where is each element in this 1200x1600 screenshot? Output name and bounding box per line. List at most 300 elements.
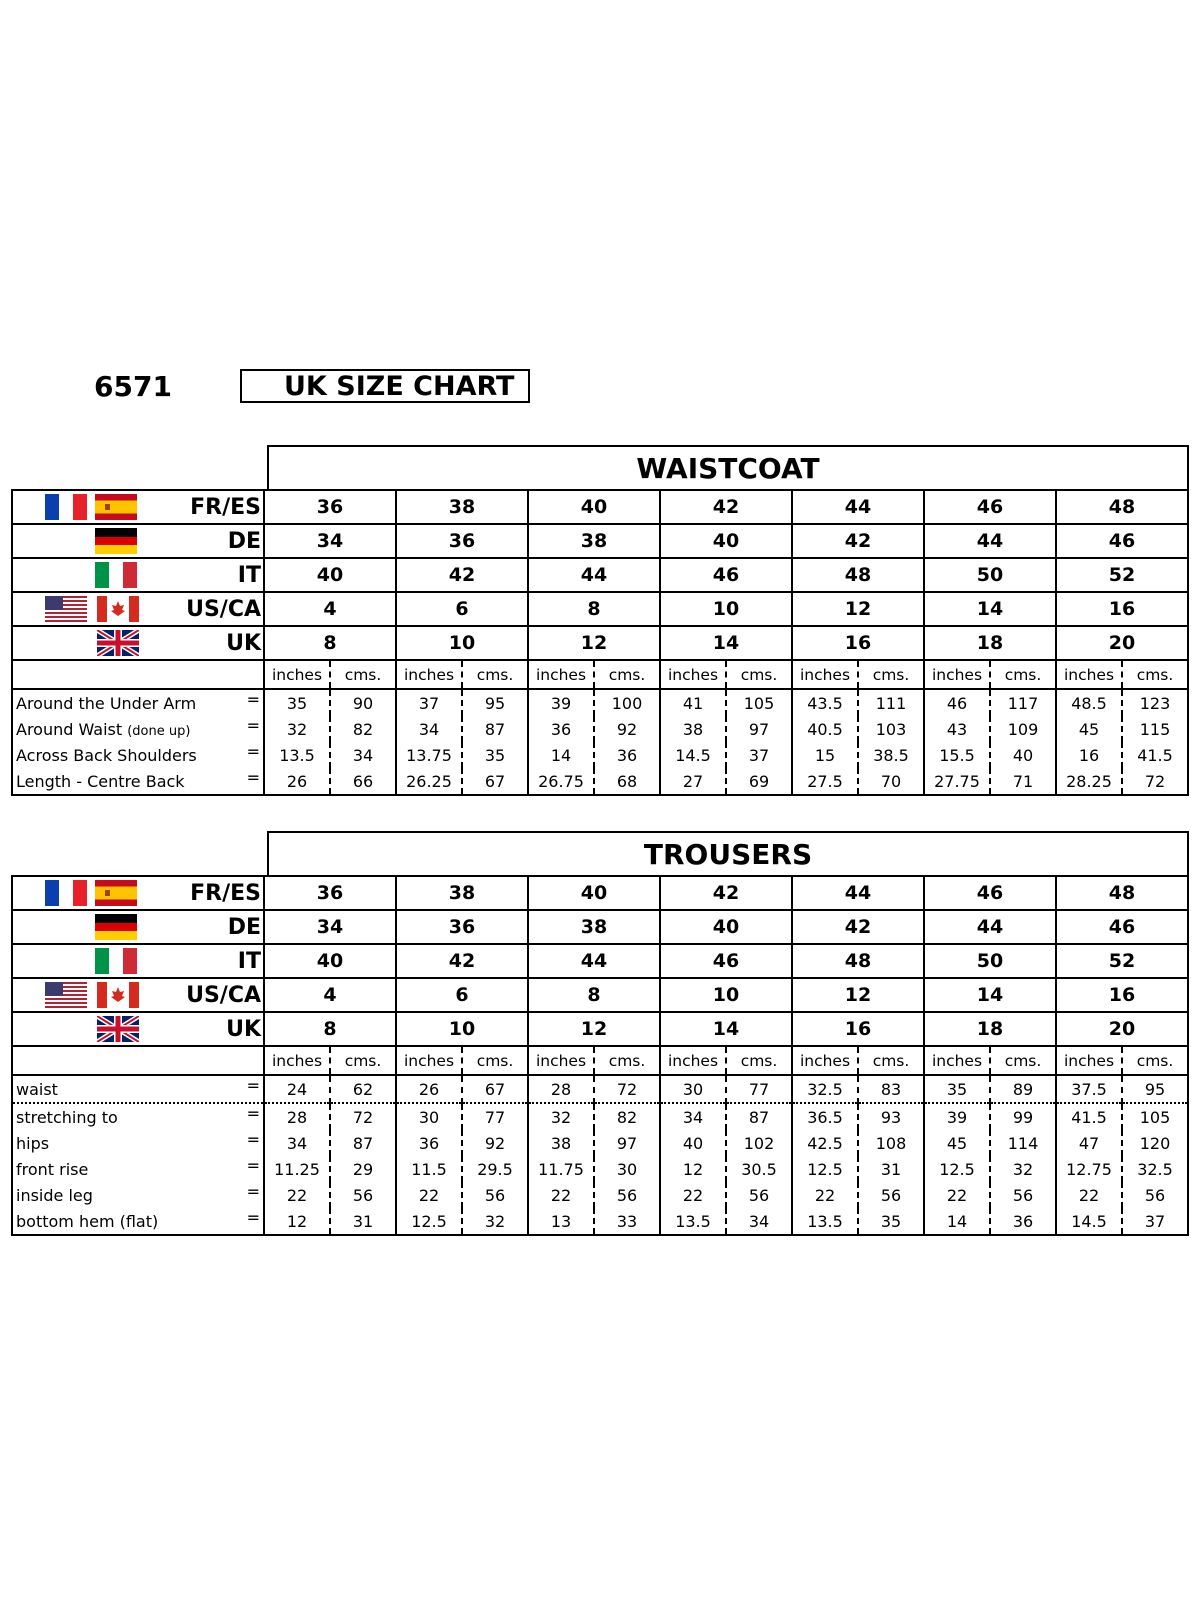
cms-value: 36 (594, 742, 660, 768)
italy-flag-icon (95, 948, 137, 974)
size-value: 48 (792, 944, 924, 978)
cms-value: 69 (726, 768, 792, 795)
equals-sign: = (246, 1182, 260, 1201)
flag-group (13, 596, 143, 622)
measurement-row (12, 1156, 1188, 1182)
size-value: 18 (924, 1012, 1056, 1046)
country-label: UK (226, 1016, 261, 1042)
inches-value: 26 (264, 768, 330, 795)
inches-unit-label: inches (792, 661, 858, 689)
size-value: 34 (264, 910, 396, 944)
size-value: 18 (924, 626, 1056, 660)
size-conversion-row (12, 876, 1188, 910)
equals-sign: = (246, 716, 260, 735)
cms-value: 92 (462, 1130, 528, 1156)
cms-value: 41.5 (1122, 742, 1188, 768)
cms-value: 114 (990, 1130, 1056, 1156)
country-cell (12, 490, 264, 524)
cms-value: 108 (858, 1130, 924, 1156)
cms-value: 35 (858, 1208, 924, 1235)
size-value: 42 (396, 558, 528, 592)
trousers-section (11, 831, 1189, 1236)
equals-sign: = (246, 1130, 260, 1149)
inches-unit-label: inches (264, 1047, 330, 1075)
size-value: 4 (264, 978, 396, 1012)
measurement-label: front rise (16, 1159, 89, 1179)
spain-flag-icon (95, 494, 137, 520)
inches-unit-label: inches (528, 1047, 594, 1075)
measurement-label-cell (12, 742, 264, 768)
cms-value: 30.5 (726, 1156, 792, 1182)
inches-value: 34 (264, 1130, 330, 1156)
inches-value: 35 (264, 689, 330, 716)
cms-value: 72 (330, 1103, 396, 1130)
inches-value: 13.5 (792, 1208, 858, 1235)
cms-value: 31 (858, 1156, 924, 1182)
inches-value: 15 (792, 742, 858, 768)
cms-value: 29.5 (462, 1156, 528, 1182)
measurement-label: hips (16, 1133, 50, 1153)
equals-sign: = (246, 768, 260, 787)
size-value: 16 (1056, 592, 1188, 626)
cms-value: 72 (594, 1075, 660, 1103)
inches-value: 28.25 (1056, 768, 1122, 795)
size-value: 14 (924, 592, 1056, 626)
measurement-label: Around Waist (16, 719, 128, 739)
size-value: 38 (528, 524, 660, 558)
size-value: 14 (924, 978, 1056, 1012)
size-conversion-row (12, 558, 1188, 592)
cms-value: 32.5 (1122, 1156, 1188, 1182)
inches-value: 22 (264, 1182, 330, 1208)
inches-value: 30 (660, 1075, 726, 1103)
cms-value: 66 (330, 768, 396, 795)
cms-value: 29 (330, 1156, 396, 1182)
cms-value: 37 (1122, 1208, 1188, 1235)
inches-value: 11.5 (396, 1156, 462, 1182)
country-label: US/CA (186, 982, 261, 1008)
flag-group (13, 528, 143, 554)
size-value: 8 (528, 592, 660, 626)
germany-flag-icon (95, 528, 137, 554)
size-value: 40 (528, 490, 660, 524)
size-value: 44 (528, 944, 660, 978)
inches-value: 27.75 (924, 768, 990, 795)
size-value: 10 (396, 626, 528, 660)
inches-value: 22 (528, 1182, 594, 1208)
cms-value: 56 (330, 1182, 396, 1208)
trousers-measurement-table (11, 1047, 1189, 1236)
flag-group (13, 1016, 143, 1042)
units-row-spacer (12, 1047, 264, 1075)
inches-value: 12.5 (924, 1156, 990, 1182)
size-value: 46 (924, 876, 1056, 910)
size-value: 36 (396, 910, 528, 944)
inches-unit-label: inches (264, 661, 330, 689)
measurement-row (12, 1103, 1188, 1130)
flag-group (13, 914, 143, 940)
country-cell (12, 876, 264, 910)
inches-value: 32 (264, 716, 330, 742)
size-value: 46 (1056, 910, 1188, 944)
chart-title: UK SIZE CHART (240, 369, 530, 403)
inches-value: 32.5 (792, 1075, 858, 1103)
flag-group (13, 982, 143, 1008)
cms-unit-label: cms. (858, 661, 924, 689)
canada-flag-icon (97, 982, 139, 1008)
size-conversion-row (12, 1012, 1188, 1046)
inches-value: 45 (1056, 716, 1122, 742)
cms-value: 38.5 (858, 742, 924, 768)
size-value: 50 (924, 944, 1056, 978)
country-label: DE (227, 914, 261, 940)
inches-value: 36.5 (792, 1103, 858, 1130)
cms-value: 56 (858, 1182, 924, 1208)
cms-unit-label: cms. (990, 661, 1056, 689)
cms-value: 105 (726, 689, 792, 716)
cms-value: 93 (858, 1103, 924, 1130)
inches-value: 11.75 (528, 1156, 594, 1182)
inches-value: 43 (924, 716, 990, 742)
inches-unit-label: inches (396, 661, 462, 689)
country-label: IT (237, 562, 261, 588)
inches-value: 14 (924, 1208, 990, 1235)
size-value: 20 (1056, 1012, 1188, 1046)
inches-value: 28 (528, 1075, 594, 1103)
cms-value: 77 (462, 1103, 528, 1130)
cms-value: 32 (462, 1208, 528, 1235)
size-value: 34 (264, 524, 396, 558)
size-value: 48 (1056, 490, 1188, 524)
inches-value: 14 (528, 742, 594, 768)
size-value: 44 (924, 524, 1056, 558)
size-value: 10 (660, 592, 792, 626)
cms-value: 89 (990, 1075, 1056, 1103)
inches-value: 12.5 (396, 1208, 462, 1235)
cms-value: 111 (858, 689, 924, 716)
size-value: 12 (792, 592, 924, 626)
size-value: 16 (1056, 978, 1188, 1012)
size-value: 6 (396, 592, 528, 626)
inches-value: 40.5 (792, 716, 858, 742)
flag-group (13, 494, 143, 520)
cms-unit-label: cms. (1122, 661, 1188, 689)
cms-value: 82 (594, 1103, 660, 1130)
waistcoat-measurement-table (11, 661, 1189, 796)
inches-value: 12 (660, 1156, 726, 1182)
inches-value: 13.5 (264, 742, 330, 768)
cms-unit-label: cms. (594, 1047, 660, 1075)
country-cell (12, 910, 264, 944)
inches-value: 43.5 (792, 689, 858, 716)
size-conversion-row (12, 910, 1188, 944)
inches-value: 14.5 (1056, 1208, 1122, 1235)
equals-sign: = (246, 1208, 260, 1227)
cms-value: 33 (594, 1208, 660, 1235)
measurement-label: Around the Under Arm (16, 693, 197, 713)
country-label: FR/ES (190, 494, 261, 520)
cms-unit-label: cms. (726, 1047, 792, 1075)
country-cell (12, 944, 264, 978)
cms-value: 117 (990, 689, 1056, 716)
size-value: 40 (660, 524, 792, 558)
cms-unit-label: cms. (462, 1047, 528, 1075)
inches-value: 22 (396, 1182, 462, 1208)
measurement-label: stretching to (16, 1107, 118, 1127)
cms-value: 82 (330, 716, 396, 742)
size-value: 20 (1056, 626, 1188, 660)
country-label: US/CA (186, 596, 261, 622)
inches-value: 38 (528, 1130, 594, 1156)
measurement-label-cell (12, 1130, 264, 1156)
inches-value: 41.5 (1056, 1103, 1122, 1130)
size-value: 10 (396, 1012, 528, 1046)
inches-value: 12 (264, 1208, 330, 1235)
measurement-label-cell (12, 1208, 264, 1235)
size-value: 42 (660, 876, 792, 910)
inches-unit-label: inches (792, 1047, 858, 1075)
size-value: 42 (396, 944, 528, 978)
size-value: 38 (528, 910, 660, 944)
cms-unit-label: cms. (990, 1047, 1056, 1075)
size-value: 50 (924, 558, 1056, 592)
size-value: 8 (528, 978, 660, 1012)
size-value: 52 (1056, 944, 1188, 978)
units-row (12, 1047, 1188, 1075)
size-conversion-row (12, 490, 1188, 524)
inches-value: 36 (396, 1130, 462, 1156)
product-code: 6571 (94, 370, 172, 403)
inches-value: 22 (792, 1182, 858, 1208)
measurement-row (12, 1208, 1188, 1235)
country-cell (12, 592, 264, 626)
cms-value: 100 (594, 689, 660, 716)
inches-value: 15.5 (924, 742, 990, 768)
inches-unit-label: inches (660, 661, 726, 689)
inches-value: 34 (396, 716, 462, 742)
france-flag-icon (45, 494, 87, 520)
cms-value: 37 (726, 742, 792, 768)
cms-value: 123 (1122, 689, 1188, 716)
inches-value: 22 (924, 1182, 990, 1208)
size-value: 48 (1056, 876, 1188, 910)
inches-value: 26 (396, 1075, 462, 1103)
units-row-spacer (12, 661, 264, 689)
cms-value: 34 (726, 1208, 792, 1235)
units-row (12, 661, 1188, 689)
size-value: 44 (792, 876, 924, 910)
flag-group (13, 880, 143, 906)
inches-value: 35 (924, 1075, 990, 1103)
cms-value: 71 (990, 768, 1056, 795)
size-value: 8 (264, 1012, 396, 1046)
inches-value: 28 (264, 1103, 330, 1130)
size-value: 12 (792, 978, 924, 1012)
cms-unit-label: cms. (1122, 1047, 1188, 1075)
size-value: 12 (528, 626, 660, 660)
size-value: 42 (792, 524, 924, 558)
inches-value: 45 (924, 1130, 990, 1156)
size-value: 36 (396, 524, 528, 558)
inches-value: 41 (660, 689, 726, 716)
size-value: 14 (660, 1012, 792, 1046)
measurement-label-cell (12, 768, 264, 795)
size-conversion-row (12, 978, 1188, 1012)
cms-value: 115 (1122, 716, 1188, 742)
cms-value: 95 (1122, 1075, 1188, 1103)
country-cell (12, 524, 264, 558)
cms-value: 56 (594, 1182, 660, 1208)
inches-value: 46 (924, 689, 990, 716)
inches-value: 39 (924, 1103, 990, 1130)
measurement-label-cell (12, 1103, 264, 1130)
size-value: 42 (660, 490, 792, 524)
cms-value: 56 (1122, 1182, 1188, 1208)
size-value: 40 (264, 944, 396, 978)
cms-value: 40 (990, 742, 1056, 768)
country-label: IT (237, 948, 261, 974)
measurement-row (12, 689, 1188, 716)
size-value: 46 (1056, 524, 1188, 558)
flag-group (13, 948, 143, 974)
measurement-label: Across Back Shoulders (16, 745, 197, 765)
cms-value: 87 (726, 1103, 792, 1130)
size-value: 52 (1056, 558, 1188, 592)
inches-value: 13 (528, 1208, 594, 1235)
inches-value: 27.5 (792, 768, 858, 795)
measurement-label-cell (12, 1182, 264, 1208)
cms-value: 62 (330, 1075, 396, 1103)
inches-value: 36 (528, 716, 594, 742)
cms-value: 70 (858, 768, 924, 795)
inches-value: 22 (660, 1182, 726, 1208)
inches-unit-label: inches (528, 661, 594, 689)
cms-value: 109 (990, 716, 1056, 742)
france-flag-icon (45, 880, 87, 906)
size-conversion-row (12, 626, 1188, 660)
size-value: 46 (660, 944, 792, 978)
italy-flag-icon (95, 562, 137, 588)
size-value: 36 (264, 490, 396, 524)
cms-value: 99 (990, 1103, 1056, 1130)
size-value: 40 (264, 558, 396, 592)
inches-value: 24 (264, 1075, 330, 1103)
size-value: 8 (264, 626, 396, 660)
equals-sign: = (246, 1104, 260, 1123)
size-value: 38 (396, 876, 528, 910)
waistcoat-size-conversion-table (11, 489, 1189, 661)
cms-value: 95 (462, 689, 528, 716)
measurement-label-cell (12, 1156, 264, 1182)
cms-value: 97 (594, 1130, 660, 1156)
inches-value: 22 (1056, 1182, 1122, 1208)
inches-value: 26.25 (396, 768, 462, 795)
cms-value: 92 (594, 716, 660, 742)
country-cell (12, 978, 264, 1012)
size-value: 4 (264, 592, 396, 626)
measurement-label-cell (12, 689, 264, 716)
inches-value: 27 (660, 768, 726, 795)
usa-flag-icon (45, 982, 87, 1008)
country-label: DE (227, 528, 261, 554)
size-value: 44 (792, 490, 924, 524)
trousers-size-conversion-table (11, 875, 1189, 1047)
cms-unit-label: cms. (330, 1047, 396, 1075)
waistcoat-section (11, 445, 1189, 796)
measurement-row (12, 1182, 1188, 1208)
inches-unit-label: inches (924, 1047, 990, 1075)
cms-value: 90 (330, 689, 396, 716)
size-value: 46 (660, 558, 792, 592)
measurement-row (12, 716, 1188, 742)
size-value: 14 (660, 626, 792, 660)
inches-unit-label: inches (396, 1047, 462, 1075)
cms-unit-label: cms. (858, 1047, 924, 1075)
cms-value: 32 (990, 1156, 1056, 1182)
equals-sign: = (246, 742, 260, 761)
cms-value: 97 (726, 716, 792, 742)
germany-flag-icon (95, 914, 137, 940)
trousers-title: TROUSERS (267, 831, 1189, 875)
cms-value: 103 (858, 716, 924, 742)
cms-value: 77 (726, 1075, 792, 1103)
flag-group (13, 630, 143, 656)
inches-value: 12.5 (792, 1156, 858, 1182)
inches-value: 37 (396, 689, 462, 716)
size-value: 10 (660, 978, 792, 1012)
measurement-row (12, 742, 1188, 768)
measurement-label: Length - Centre Back (16, 771, 185, 791)
inches-value: 39 (528, 689, 594, 716)
cms-value: 56 (726, 1182, 792, 1208)
inches-value: 42.5 (792, 1130, 858, 1156)
cms-value: 67 (462, 768, 528, 795)
inches-unit-label: inches (660, 1047, 726, 1075)
size-value: 16 (792, 626, 924, 660)
measurement-row (12, 1130, 1188, 1156)
canada-flag-icon (97, 596, 139, 622)
cms-value: 68 (594, 768, 660, 795)
inches-value: 14.5 (660, 742, 726, 768)
inches-value: 13.5 (660, 1208, 726, 1235)
size-value: 44 (924, 910, 1056, 944)
measurement-label: bottom hem (flat) (16, 1211, 159, 1231)
country-cell (12, 558, 264, 592)
size-value: 16 (792, 1012, 924, 1046)
cms-value: 120 (1122, 1130, 1188, 1156)
cms-unit-label: cms. (330, 661, 396, 689)
cms-value: 35 (462, 742, 528, 768)
size-value: 44 (528, 558, 660, 592)
measurement-note: (done up) (127, 723, 191, 739)
measurement-label-cell (12, 1075, 264, 1103)
size-value: 6 (396, 978, 528, 1012)
cms-value: 56 (990, 1182, 1056, 1208)
country-cell (12, 626, 264, 660)
measurement-label: waist (16, 1079, 58, 1099)
size-value: 12 (528, 1012, 660, 1046)
inches-unit-label: inches (924, 661, 990, 689)
inches-value: 47 (1056, 1130, 1122, 1156)
cms-value: 30 (594, 1156, 660, 1182)
cms-unit-label: cms. (594, 661, 660, 689)
size-value: 36 (264, 876, 396, 910)
country-label: UK (226, 630, 261, 656)
size-value: 42 (792, 910, 924, 944)
cms-value: 105 (1122, 1103, 1188, 1130)
equals-sign: = (246, 690, 260, 709)
size-conversion-row (12, 592, 1188, 626)
